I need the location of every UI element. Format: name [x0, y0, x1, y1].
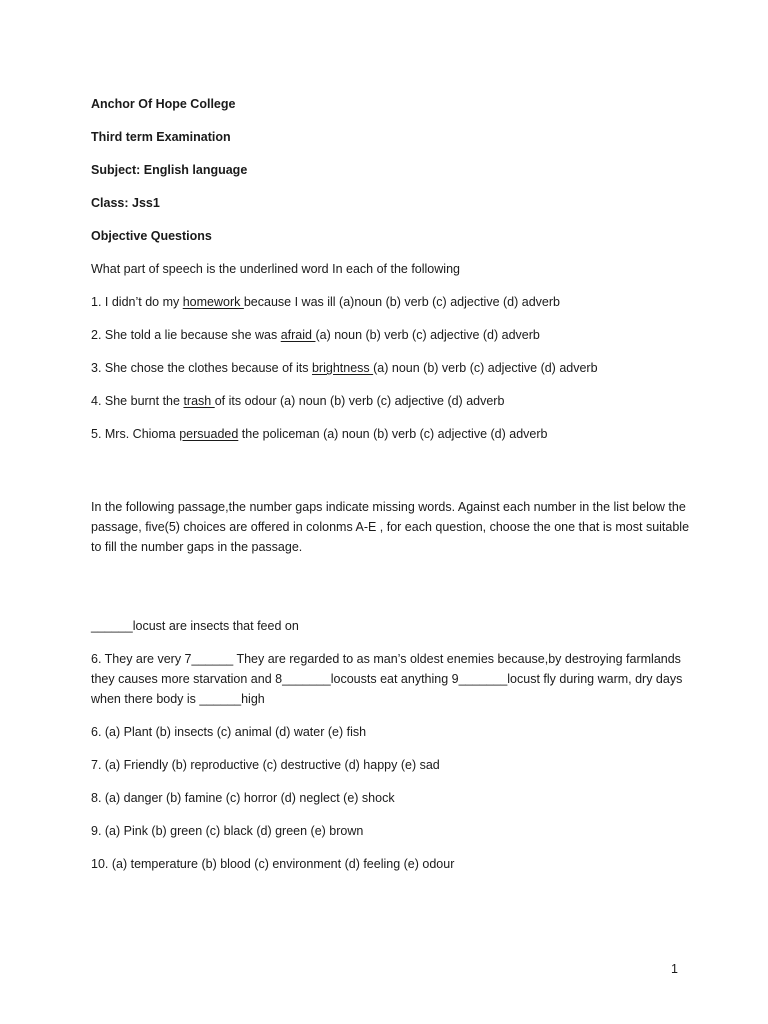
underlined-word: afraid	[280, 328, 316, 342]
question-item	[91, 358, 691, 378]
question-text: 2. She told a lie because she was	[91, 328, 281, 342]
option-line: 8. (a) danger (b) famine (c) horror (d) neglect (e) shock	[91, 791, 395, 805]
option-line: 6. (a) Plant (b) insects (c) animal (d) water (e) fish	[91, 725, 367, 739]
subject-line: Subject: English language	[91, 163, 248, 177]
question-text: of its odour (a) noun (b) verb (c) adjective (d) adverb	[214, 394, 505, 408]
question-item	[91, 325, 691, 345]
underlined-word: homework	[182, 295, 244, 309]
passage-instruction: In the following passage,the number gaps indicate missing words. Against each number in the list below the passage, five(5) choices are offered in colonms A-E , for each question, choose the one that is most suitable to fill the number gaps in the passage.	[91, 500, 690, 554]
passage-body: 6. They are very 7______ They are regarded to as man’s oldest enemies because,by destroying farmlands they causes more starvation and 8_______locousts eat anything 9_______locust fly during warm, dry days when there body is ______high	[91, 652, 683, 706]
question-item	[91, 391, 691, 411]
question-item	[91, 292, 691, 312]
option-line: 7. (a) Friendly (b) reproductive (c) destructive (d) happy (e) sad	[91, 758, 440, 772]
underlined-word: trash	[183, 394, 215, 408]
exam-title: Third term Examination	[91, 130, 231, 144]
instruction-text: What part of speech is the underlined word In each of the following	[91, 262, 460, 276]
blank-gap	[91, 570, 691, 616]
question-text: 4. She burnt the	[91, 394, 184, 408]
page-content	[91, 94, 691, 887]
question-text: 3. She chose the clothes because of its	[91, 361, 312, 375]
class-line: Class: Jss1	[91, 196, 160, 210]
page-number: 1	[671, 962, 678, 976]
question-text: 5. Mrs. Chioma	[91, 427, 180, 441]
option-line: 10. (a) temperature (b) blood (c) environment (d) feeling (e) odour	[91, 857, 455, 871]
question-text: because I was ill (a)noun (b) verb (c) adjective (d) adverb	[243, 295, 560, 309]
question-text: (a) noun (b) verb (c) adjective (d) adverb	[315, 328, 540, 342]
school-name: Anchor Of Hope College	[91, 97, 236, 111]
question-item	[91, 424, 691, 444]
option-line: 9. (a) Pink (b) green (c) black (d) green (e) brown	[91, 824, 364, 838]
underlined-word: persuaded	[179, 427, 239, 441]
underlined-word: brightness	[311, 361, 374, 375]
question-text: the policeman (a) noun (b) verb (c) adjective (d) adverb	[238, 427, 548, 441]
blank-gap	[91, 457, 691, 497]
question-text: 1. I didn’t do my	[91, 295, 183, 309]
question-text: (a) noun (b) verb (c) adjective (d) adverb	[373, 361, 598, 375]
section-title: Objective Questions	[91, 229, 212, 243]
passage-first-line: ______locust are insects that feed on	[91, 619, 299, 633]
